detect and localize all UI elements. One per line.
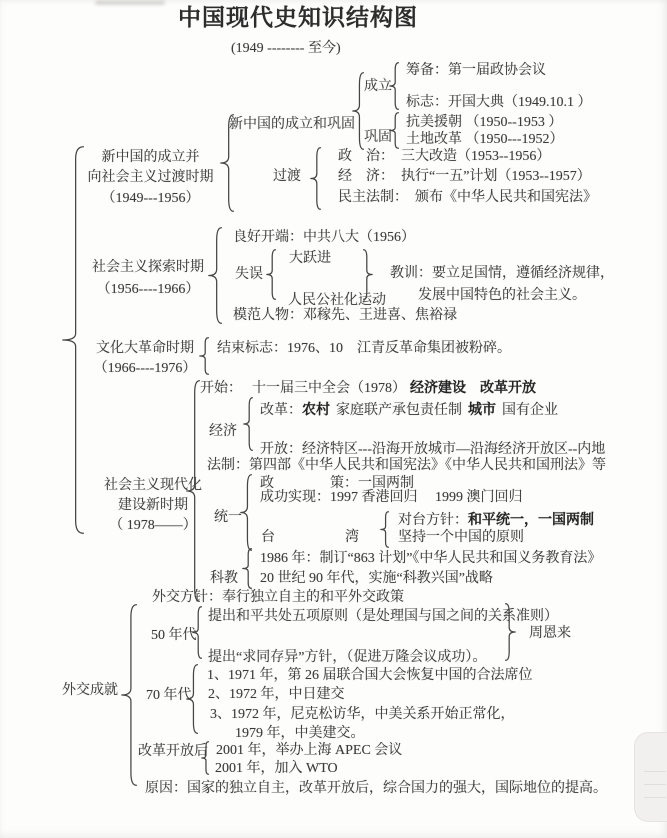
period2-name: 社会主义探索时期 bbox=[92, 260, 204, 275]
founding-mark: 标志：开国大典（1949.10.1 ） bbox=[406, 95, 592, 110]
start-label: 开始： bbox=[200, 381, 242, 396]
start-bold: 经济建设 改革开放 bbox=[410, 381, 536, 396]
floating-widget[interactable] bbox=[634, 732, 667, 822]
model-figures: 模范人物：邓稼先、王进喜、焦裕禄 bbox=[233, 308, 457, 323]
taiwan-policy-line bbox=[398, 513, 594, 528]
period1-name-line2: 向社会主义过渡时期 bbox=[87, 170, 214, 185]
taiwan-policy-label: 对台方针： bbox=[398, 513, 468, 528]
era70-brace bbox=[186, 664, 198, 734]
reform-era-wto: 2001 年，加入 WTO bbox=[215, 761, 338, 776]
taiwan-label: 台 湾 bbox=[261, 530, 359, 545]
sci-edu-label: 科教 bbox=[210, 571, 238, 586]
transition-label: 过渡 bbox=[273, 169, 301, 184]
reform-soe: 国有企业 bbox=[502, 403, 558, 418]
lesson-line1: 教训：要立足国情，遵循经济规律， bbox=[390, 266, 614, 281]
reform-line bbox=[260, 403, 558, 418]
reform-system: 家庭联产承包责任制 bbox=[336, 403, 462, 418]
root-brace bbox=[62, 146, 84, 534]
law-line: 法制：第四部《中华人民共和国宪法》《中华人民共和国刑法》等 bbox=[207, 458, 606, 473]
period2-brace bbox=[208, 227, 222, 324]
period1-dates: （1949---1956） bbox=[101, 191, 200, 206]
consolidate-korea: 抗美援朝 （1950--1953 ） bbox=[406, 115, 563, 130]
period3-dates: （1966----1976） bbox=[93, 361, 197, 376]
era50-bandung: 提出“求同存异”方针，（促进万隆会议成功）。 bbox=[208, 650, 487, 665]
era70-japan: 2、1972 年，中日建交 bbox=[208, 687, 345, 702]
start-line bbox=[200, 381, 536, 396]
transition-politics: 政 治： 三大改造（1953--1956） bbox=[338, 149, 551, 164]
lesson-line2: 发展中国特色的社会主义。 bbox=[418, 288, 586, 303]
unify-brace bbox=[240, 474, 252, 551]
achievements-label: 外交成就 bbox=[62, 683, 118, 698]
widget-divider bbox=[644, 784, 666, 785]
start-text: 十一届三中全会（1978） bbox=[252, 381, 406, 396]
achievements-brace bbox=[121, 604, 137, 786]
widget-divider bbox=[644, 771, 666, 772]
mistake-commune: 人民公社化运动 bbox=[288, 293, 386, 308]
era50-brace bbox=[192, 606, 202, 659]
mistakes-close-brace bbox=[363, 249, 373, 300]
transition-law: 民主法制： 颁布《中华人民共和国宪法》 bbox=[338, 190, 597, 205]
period3-brace bbox=[199, 337, 209, 375]
founding-brace bbox=[389, 62, 399, 110]
sci-edu-brace bbox=[242, 548, 252, 589]
consolidate-label: 巩固 bbox=[364, 130, 392, 145]
taiwan-policy-bold: 和平统一，一国两制 bbox=[468, 513, 594, 528]
era70-label: 70 年代 bbox=[146, 688, 192, 703]
transition-brace bbox=[310, 147, 321, 210]
era70-nixon: 3、1972 年，尼克松访华，中美关系开始正常化， bbox=[210, 707, 515, 722]
scan-smudge bbox=[95, 0, 165, 5]
reform-era-label: 改革开放后 bbox=[138, 744, 208, 759]
period1-name-line1: 新中国的成立并 bbox=[101, 150, 200, 165]
one-china-principle: 坚持一个中国的原则 bbox=[398, 530, 524, 545]
open-line: 开放：经济特区---沿海开放城市—沿海经济开放区--内地 bbox=[260, 442, 606, 457]
economy-brace bbox=[243, 397, 253, 451]
period4-dates: （ 1978——） bbox=[109, 518, 197, 533]
page-title: 中国现代史知识结构图 bbox=[178, 5, 418, 30]
period2-dates: （1956----1966） bbox=[96, 282, 200, 297]
reform-city: 城市 bbox=[468, 403, 496, 418]
period4-brace bbox=[186, 380, 200, 602]
era50-label: 50 年代 bbox=[151, 628, 197, 643]
end-mark: 结束标志：1976、10 江青反革命集团被粉碎。 bbox=[217, 341, 511, 356]
founding-label: 成立 bbox=[364, 79, 392, 94]
unify-policy: 政 策：一国两制 bbox=[260, 476, 414, 491]
mistakes-brace bbox=[266, 249, 276, 300]
reform-era-apec: 2001 年，举办上海 APEC 会议 bbox=[216, 743, 403, 758]
era70-un-seat: 1、1971 年，第 26 届联合国大会恢复中国的合法席位 bbox=[207, 668, 533, 683]
taiwan-brace bbox=[380, 511, 389, 548]
unify-label: 统一 bbox=[214, 510, 242, 525]
era50-person: 周恩来 bbox=[529, 626, 571, 641]
good-start: 良好开端：中共八大（1956） bbox=[233, 230, 415, 245]
era50-close-brace bbox=[505, 603, 516, 661]
founding-prep: 筹备：第一届政协会议 bbox=[406, 63, 546, 78]
economy-label: 经济 bbox=[209, 424, 237, 439]
founding-consolidation-label: 新中国的成立和巩固 bbox=[229, 117, 355, 132]
widget-divider bbox=[644, 797, 666, 798]
transition-economy: 经 济： 执行“一五”计划（1953--1957） bbox=[338, 169, 591, 184]
diplomacy-policy: 外交方针：奉行独立自主的和平外交政策 bbox=[152, 590, 404, 605]
achievements-reason: 原因：国家的独立自主，改革开放后，综合国力的强大，国际地位的提高。 bbox=[145, 781, 607, 796]
period4-name-line1: 社会主义现代化 bbox=[104, 478, 202, 493]
unify-realized: 成功实现：1997 香港回归 1999 澳门回归 bbox=[260, 490, 523, 505]
sci-edu-90s: 20 世纪 90 年代，实施“科教兴国”战略 bbox=[260, 571, 493, 586]
reform-label: 改革： bbox=[260, 403, 302, 418]
era50-five-principles: 提出和平共处五项原则（是处理国与国之间的关系准则） bbox=[208, 609, 558, 624]
founding-consolidation-brace bbox=[352, 72, 364, 150]
period3-name: 文化大革命时期 bbox=[96, 341, 194, 356]
mistake-leap: 大跃进 bbox=[289, 251, 331, 266]
consolidate-land: 土地改革 （1950---1952） bbox=[406, 132, 564, 147]
page-subtitle: (1949 -------- 至今) bbox=[231, 41, 341, 56]
consolidate-brace bbox=[389, 112, 399, 149]
sci-edu-1986: 1986 年：制订“863 计划”《中华人民共和国义务教育法》 bbox=[260, 551, 602, 566]
era70-us-relations: 1979 年，中美建交。 bbox=[235, 726, 365, 741]
reform-rural: 农村 bbox=[302, 403, 330, 418]
period4-name-line2: 建设新时期 bbox=[118, 498, 188, 513]
reform-era-brace bbox=[201, 741, 209, 775]
mistakes-label: 失误 bbox=[235, 267, 263, 282]
